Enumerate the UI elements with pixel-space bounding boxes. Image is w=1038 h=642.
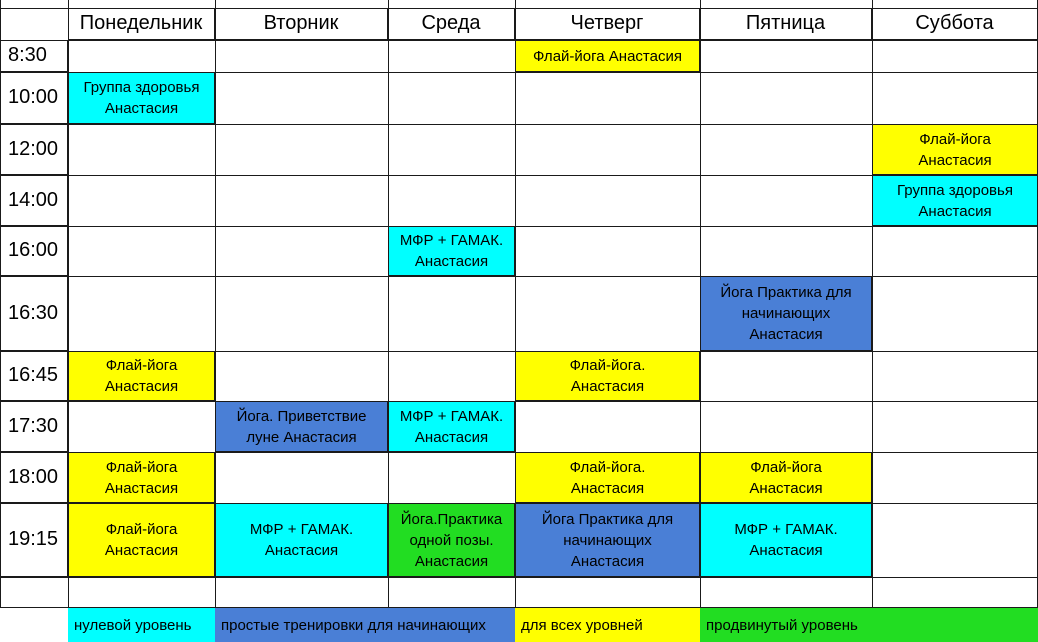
grid-line	[388, 0, 389, 578]
time-label: 16:30	[0, 276, 68, 351]
grid-line	[872, 577, 873, 607]
grid-line	[68, 577, 69, 607]
event-line: Анастасия	[104, 479, 179, 497]
event-line: МФР + ГАМАК.	[734, 521, 838, 538]
grid-line	[0, 276, 1038, 277]
grid-line	[0, 8, 1038, 9]
event-line: Флай-йога.	[569, 458, 646, 476]
legend-item: для всех уровней	[515, 608, 700, 642]
event-line: Флай-йога	[105, 521, 178, 538]
event-line: МФР + ГАМАК.	[249, 521, 354, 538]
event-line: Флай-йога	[919, 130, 991, 148]
event-line: Анастасия	[104, 378, 179, 395]
event-line: Анастасия	[570, 552, 645, 570]
grid-line	[515, 577, 516, 607]
grid-line	[0, 0, 1, 578]
class-event[interactable]	[389, 504, 515, 577]
event-line: Анастасия	[570, 378, 645, 395]
event-line: Анастасия	[749, 479, 823, 497]
day-header: Пятница	[700, 8, 872, 40]
event-line: Анастасия	[749, 326, 823, 343]
grid-line	[0, 503, 1038, 504]
grid-line	[0, 351, 1038, 352]
time-label: 16:00	[0, 226, 68, 276]
event-line: Анастасия	[570, 479, 645, 497]
class-event[interactable]	[216, 504, 388, 577]
class-event[interactable]	[701, 277, 872, 351]
class-event[interactable]	[516, 41, 700, 72]
time-label: 10:00	[0, 72, 68, 124]
event-line: Йога Практика для	[720, 284, 852, 301]
class-event[interactable]	[69, 504, 215, 577]
class-event[interactable]	[216, 402, 388, 452]
time-label: 16:45	[0, 351, 68, 401]
class-event[interactable]	[873, 125, 1038, 175]
day-header: Четверг	[515, 8, 700, 40]
event-line: МФР + ГАМАК.	[399, 232, 504, 249]
event-line: Анастасия	[104, 100, 179, 117]
time-label: 14:00	[0, 175, 68, 226]
event-line: начинающих	[563, 531, 652, 549]
legend-item: продвинутый уровень	[700, 608, 1038, 642]
grid-line	[700, 577, 701, 607]
event-line: Анастасия	[104, 542, 179, 559]
grid-line	[215, 577, 216, 607]
time-label: 17:30	[0, 401, 68, 452]
class-event[interactable]	[69, 73, 215, 124]
event-line: Анастасия	[414, 552, 489, 570]
event-line: начинающих	[741, 305, 831, 322]
grid-line	[0, 124, 1038, 125]
event-line: Анастасия	[414, 253, 489, 270]
grid-line	[515, 0, 516, 578]
grid-line	[0, 226, 1038, 227]
event-line: Анастасия	[264, 542, 339, 559]
event-line: Флай-йога	[105, 458, 178, 476]
event-line: одной позы.	[409, 531, 494, 549]
time-label: 12:00	[0, 124, 68, 175]
grid-line	[700, 0, 701, 578]
day-header: Понедельник	[68, 8, 215, 40]
grid-line	[0, 577, 1038, 578]
event-line: Группа здоровья	[83, 79, 200, 96]
event-line: Флай-йога	[750, 458, 822, 476]
class-event[interactable]	[516, 504, 700, 577]
event-line: Анастасия	[918, 151, 992, 169]
day-header: Суббота	[872, 8, 1038, 40]
event-line: Анастасия	[414, 428, 489, 446]
class-event[interactable]	[873, 176, 1038, 226]
grid-line	[215, 0, 216, 578]
event-line: Анастасия	[918, 202, 992, 220]
grid-line	[0, 175, 1038, 176]
event-line: луне Анастасия	[246, 428, 357, 446]
class-event[interactable]	[516, 352, 700, 401]
time-label: 8:30	[0, 40, 68, 72]
grid-line	[0, 577, 1, 607]
event-line: Анастасия	[749, 542, 823, 559]
time-label: 18:00	[0, 452, 68, 503]
event-line: Флай-йога	[105, 357, 178, 374]
legend-item: нулевой уровень	[68, 608, 215, 642]
event-line: Йога.Практика	[400, 510, 503, 528]
class-event[interactable]	[701, 453, 872, 503]
grid-line	[0, 40, 1038, 41]
grid-line	[0, 452, 1038, 453]
grid-line	[872, 0, 873, 578]
event-line: МФР + ГАМАК.	[399, 407, 504, 425]
class-event[interactable]	[69, 352, 215, 401]
event-line: Йога. Приветствие	[236, 407, 367, 425]
event-line: Флай-йога.	[569, 357, 646, 374]
class-event[interactable]	[69, 453, 215, 503]
legend-item: простые тренировки для начинающих	[215, 608, 515, 642]
day-header: Вторник	[215, 8, 388, 40]
class-event[interactable]	[516, 453, 700, 503]
event-line: Йога Практика для	[541, 510, 674, 528]
class-event[interactable]	[389, 227, 515, 276]
class-event[interactable]	[389, 402, 515, 452]
event-line: Флай-йога Анастасия	[533, 47, 682, 65]
grid-line	[68, 0, 69, 578]
day-header: Среда	[388, 8, 515, 40]
event-line: Группа здоровья	[897, 181, 1013, 199]
grid-line	[0, 72, 1038, 73]
time-label: 19:15	[0, 503, 68, 577]
grid-line	[388, 577, 389, 607]
class-event[interactable]	[701, 504, 872, 577]
grid-line	[0, 401, 1038, 402]
